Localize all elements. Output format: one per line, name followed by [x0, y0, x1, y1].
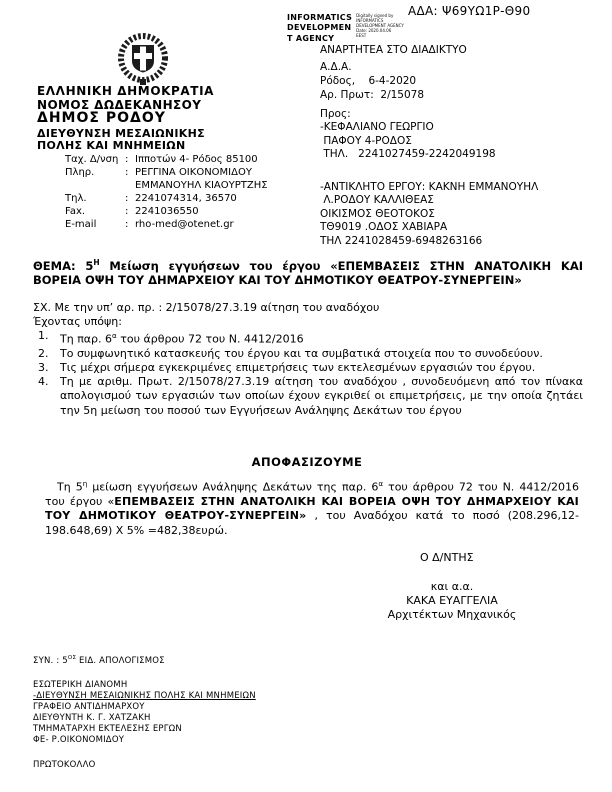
contact-row-person2: [65, 179, 268, 192]
header-prefecture: ΝΟΜΟΣ ΔΩΔΕΚΑΝΗΣΟΥ: [37, 98, 202, 112]
list-item-number: 1.: [38, 329, 49, 342]
signature-role: Αρχιτέκτων Μηχανικός: [387, 607, 517, 621]
stamp-sig-line: INFORMATICS: [356, 18, 384, 23]
recipient-line: ΤΗΛ. 2241027459-2242049198: [320, 148, 496, 161]
internal-distribution-line: ΤΜΗΜΑΤΑΡΧΗ ΕΚΤΕΛΕΣΗΣ ΕΡΓΩΝ: [33, 724, 182, 734]
recipient-line: ΠΑΦΟΥ 4-ΡΟΔΟΣ: [320, 134, 412, 147]
decision-sup: η: [82, 479, 88, 488]
attachments-pre: ΣΥΝ. : 5: [33, 655, 68, 666]
list-item-text: [60, 329, 583, 347]
attachments-line: [33, 655, 165, 666]
contact-label: Τηλ.: [65, 193, 87, 204]
header-municipality: ΔΗΜΟΣ ΡΟΔΟΥ: [37, 110, 166, 126]
subject-number-sup: Η: [93, 258, 100, 267]
attachments-post: ΕΙΔ. ΑΠΟΛΟΓΙΣΜΟΣ: [76, 655, 165, 666]
decision-text: , του Αναδόχου κατά το ποσό (208.296,12-198.648,69) Χ 5% =482,38ευρώ.: [45, 509, 579, 537]
list-item: [38, 375, 583, 418]
decision-heading: ΑΠΟΦΑΣΙΖΟΥΜΕ: [251, 455, 363, 469]
signature-block: [352, 580, 552, 621]
signatory-title: Ο Δ/ΝΤΗΣ: [420, 551, 474, 564]
reference-line: ΣΧ. Με την υπ’ αρ. πρ. : 2/15078/27.3.19 αίτηση του αναδόχου: [33, 301, 380, 314]
recipients-label: Προς:: [320, 108, 351, 120]
contact-email-value: rho-med@otenet.gr: [135, 219, 234, 230]
contact-row-email: [65, 218, 268, 231]
contact-value: Ιπποτών 4- Ρόδος 85100: [135, 154, 258, 165]
recipient-line: -ΚΕΦΑΛΙΑΝΟ ΓΕΩΡΓΙΟ: [320, 121, 434, 134]
contact-value: 2241036550: [135, 206, 199, 217]
header-directorate-line2: ΠΟΛΗΣ ΚΑΙ ΜΝΗΜΕΙΩΝ: [37, 139, 186, 152]
signature-name: ΚΑΚΑ ΕΥΑΓΓΕΛΙΑ: [406, 593, 498, 607]
decision-sup: α: [378, 479, 384, 488]
list-item-number: 3.: [38, 361, 49, 375]
decision-paragraph: [45, 477, 579, 538]
stamp-sig-line: Digitally signed by: [356, 13, 394, 18]
attachments-sup: ΟΣ: [67, 655, 77, 661]
greek-national-emblem-icon: [114, 31, 172, 91]
list-item-number: 4.: [38, 375, 49, 389]
internal-distribution-directorate: -ΔΙΕΥΘΥΝΣΗ ΜΕΣΑΙΩΝΙΚΗΣ ΠΟΛΗΣ ΚΑΙ ΜΝΗΜΕΙΩΝ: [33, 691, 256, 701]
having-regard-label: Έχοντας υπόψη:: [33, 315, 122, 328]
decision-text: Τη 5: [57, 480, 83, 494]
considerations-list: [38, 329, 583, 418]
header-directorate-line1: ΔΙΕΥΘΥΝΣΗ ΜΕΣΑΙΩΝΙΚΗΣ: [37, 127, 205, 140]
list-item1-post: του άρθρου 72 του Ν. 4412/2016: [116, 332, 304, 346]
decision-project-title: ΕΠΕΜΒΑΣΕΙΣ ΣΤΗΝ ΑΝΑΤΟΛΙΚΗ ΚΑΙ ΒΟΡΕΙΑ ΟΨΗ ΤΟΥ ΔΗΜΑΡΧΕΙΟΥ ΚΑΙ ΤΟΥ ΔΗΜΟΤΙΚΟΥ ΘΕΑΤΡΟΥ-ΣΥΝΕΡΓΕΙΝ»: [45, 495, 579, 523]
internal-distribution-line: ΓΡΑΦΕΙΟ ΑΝΤΙΔΗΜΑΡΧΟΥ: [33, 702, 145, 712]
contact-label: Fax.: [65, 206, 86, 217]
contact-label: Πληρ.: [65, 167, 95, 178]
list-item: [38, 347, 583, 361]
recipient-line: Λ.ΡΟΔΟΥ ΚΑΛΛΙΘΕΑΣ: [320, 194, 434, 207]
contact-separator: :: [125, 154, 129, 165]
recipient-line: ΤΗΛ 2241028459-6948263166: [320, 234, 483, 247]
stamp-agency-line: INFORMATICS: [287, 13, 353, 22]
recipient-line: ΟΙΚΙΣΜΟΣ ΘΕΟΤΟΚΟΣ: [320, 207, 435, 220]
decision-text: μείωση εγγυήσεων Ανάληψης Δεκάτων της παρ. 6: [87, 480, 379, 494]
protocol-number: Αρ. Πρωτ: 2/15078: [320, 89, 425, 101]
internal-distribution-line: ΔΙΕΥΘΥΝΤΗ Κ. Γ. ΧΑΤΖΑΚΗ: [33, 713, 151, 723]
subject-line: [33, 256, 583, 288]
list-item: [38, 361, 583, 375]
stamp-signature-details: [356, 13, 404, 38]
list-item-text: Τη με αριθμ. Πρωτ. 2/15078/27.3.19 αίτηση του αναδόχου , συνοδευόμενη από τον πίνακα απολογισμού των εργασιών των οποίων έχουν εγκριθεί οι επιμετρήσεις, με την οποία ζητάει την 5η μείωση του ποσού των Εγγυήσεων Ανάληψης Δεκάτων του έργου: [60, 375, 583, 417]
ada-code: ΑΔΑ: Ψ69ΥΩ1Ρ-Θ90: [408, 4, 531, 18]
recipients-block: [320, 108, 496, 162]
signature-acting: και α.α.: [430, 580, 474, 593]
contact-label: Ταχ. Δ/νση: [65, 154, 119, 165]
stamp-agency-line: T AGENCY: [287, 33, 335, 43]
contact-info: [65, 153, 268, 231]
contact-value: ΕΜΜΑΝΟΥΗΛ ΚΙΑΟΥΡΤΖΗΣ: [135, 180, 268, 191]
list-item-text: Το συμφωνητικό κατασκευής του έργου και τα συμβατικά στοιχεία που το συνοδεύουν.: [60, 346, 543, 360]
stamp-sig-line: Date: 2020.04.06: [356, 28, 392, 33]
contact-separator: [125, 179, 135, 192]
subject-text: Μείωση εγγυήσεων του έργου «ΕΠΕΜΒΑΣΕΙΣ ΣΤΗΝ ΑΝΑΤΟΛΙΚΗ ΚΑΙ ΒΟΡΕΙΑ ΟΨΗ ΤΟΥ ΔΗΜΑΡΧΕΙΟΥ ΚΑΙ ΤΟΥ ΔΗΜΟΤΙΚΟΥ ΘΕΑΤΡΟΥ-ΣΥΝΕΡΓΕΙΝ»: [33, 258, 583, 288]
contact-separator: :: [125, 219, 129, 230]
protocol-office-label: ΠΡΩΤΟΚΟΛΛΟ: [33, 760, 96, 770]
contact-separator: :: [125, 193, 129, 204]
recipient-line: -ΑΝΤΙΚΛΗΤΟ ΕΡΓΟΥ: ΚΑΚΝΗ ΕΜΜΑΝΟΥΗΛ: [320, 181, 539, 193]
recipients-block2: [320, 181, 538, 248]
internal-distribution-line: ΦΕ- Ρ.ΟΙΚΟΝΟΜΙΔΟΥ: [33, 735, 125, 745]
decision-text: του άρθρου 72 του Ν. 4412/2016 του έργου «: [45, 480, 580, 509]
contact-row-fax: [65, 205, 268, 218]
contact-label: E-mail: [65, 219, 97, 230]
contact-row-person: [65, 166, 268, 179]
contact-value: 2241074314, 36570: [135, 193, 237, 204]
subject-label: ΘΕΜΑ:: [33, 258, 76, 273]
list-item1-sup: α: [112, 331, 117, 340]
list-item: [38, 329, 583, 347]
ada-label: Α.Δ.Α.: [320, 61, 352, 73]
contact-separator: :: [125, 206, 129, 217]
contact-value: ΡΕΓΓΙΝΑ ΟΙΚΟΝΟΜΙΔΟΥ: [135, 167, 252, 178]
internal-distribution: [33, 680, 256, 746]
subject-number: 5: [75, 258, 94, 273]
place-date: Ρόδος, 6-4-2020: [320, 75, 417, 87]
contact-separator: :: [125, 167, 129, 178]
list-item-text: Τις μέχρι σήμερα εγκεκριμένες επιμετρήσεις των εκτελεσμένων εργασιών του έργου.: [60, 361, 536, 375]
contact-label: [65, 179, 125, 192]
contact-row-address: [65, 153, 268, 166]
header-republic: ΕΛΛΗΝΙΚΗ ΔΗΜΟΚΡΑΤΙΑ: [37, 84, 215, 98]
digital-signature-stamp: [287, 13, 404, 44]
stamp-sig-line: EEST: [356, 33, 367, 38]
internal-distribution-title: ΕΣΩΤΕΡΙΚΗ ΔΙΑΝΟΜΗ: [33, 680, 128, 690]
list-item-number: 2.: [38, 346, 49, 360]
contact-row-phone: [65, 192, 268, 205]
stamp-agency-name: [287, 13, 352, 44]
stamp-sig-line: DEVELOPMENT AGENCY: [356, 23, 404, 28]
list-item1-pre: Τη παρ. 6: [60, 332, 113, 346]
anartitea-note: ΑΝΑΡΤΗΤΕΑ ΣΤΟ ΔΙΑΔΙΚΤΥΟ: [320, 44, 467, 56]
recipient-line: ΤΘ9019 .ΟΔΟΣ ΧΑΒΙΑΡΑ: [320, 221, 448, 234]
stamp-agency-line: DEVELOPMEN: [287, 23, 352, 33]
